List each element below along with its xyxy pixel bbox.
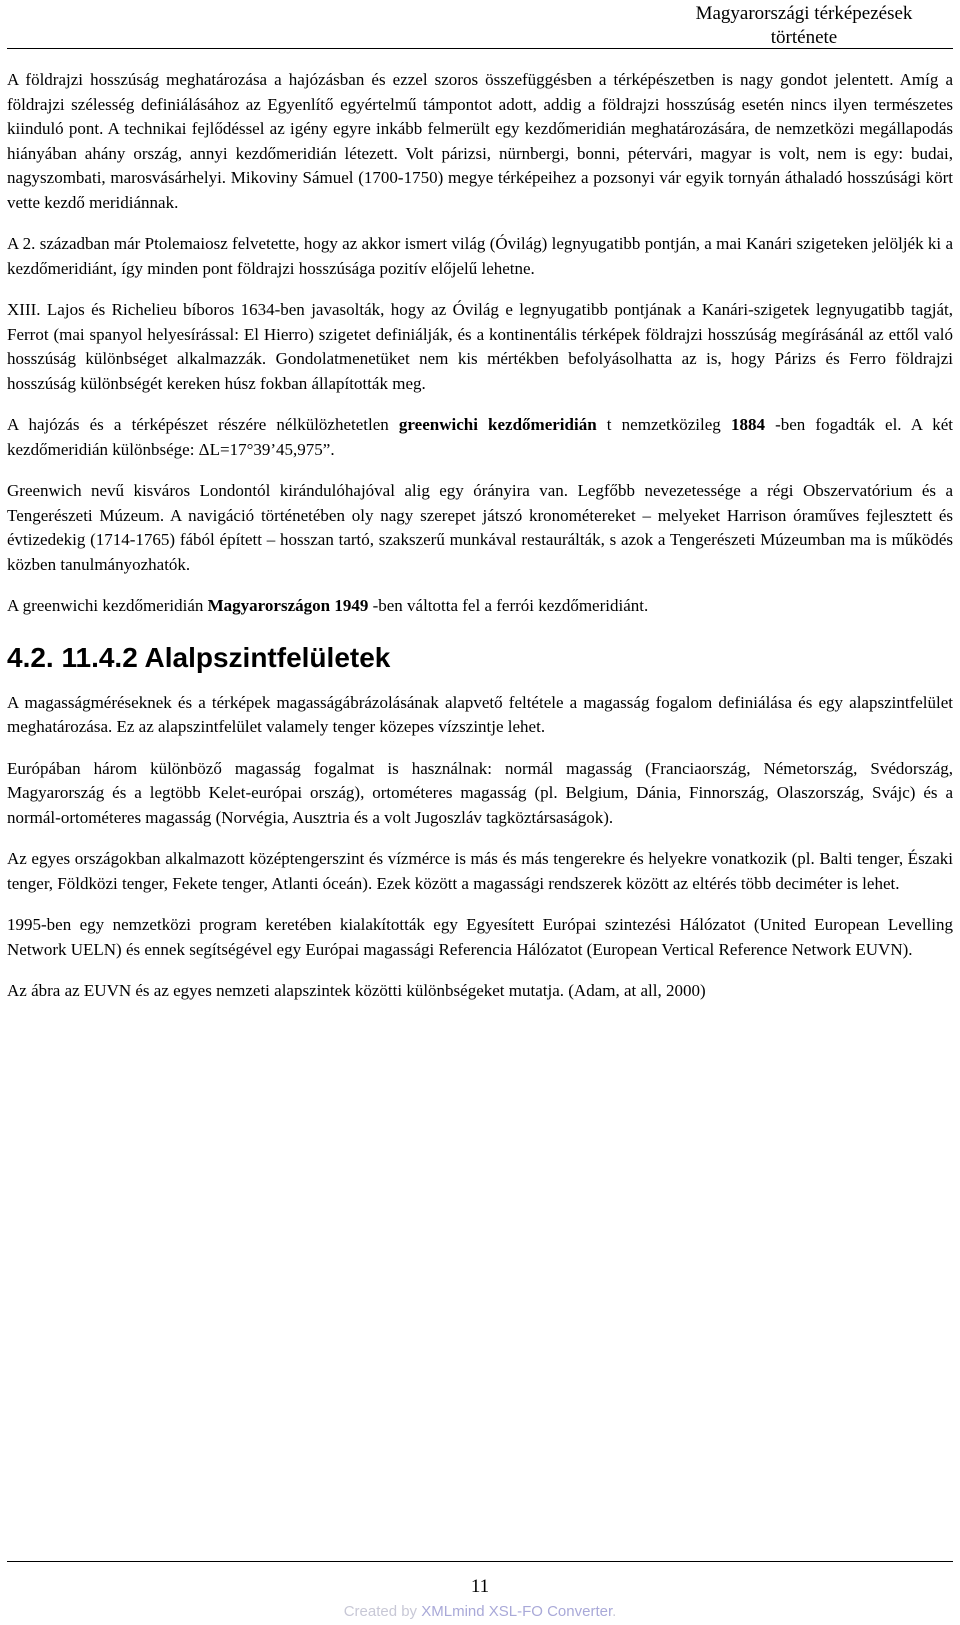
footer-divider (7, 1561, 953, 1562)
hungary-text-1: A greenwichi kezdőmeridián (7, 596, 208, 615)
greenwich-meridian-bold: greenwichi kezdőmeridián (398, 415, 597, 434)
year-1884-bold: 1884 (730, 415, 765, 434)
page-header (0, 0, 960, 50)
created-by-prefix: Created by (343, 1603, 422, 1620)
greenwich-adoption-text-1: A hajózás és a térképészet részére nélkülözhetetlen (7, 415, 399, 434)
paragraph-richelieu: XIII. Lajos és Richelieu bíboros 1634-ben javasolták, hogy az Óvilág e legnyugatibb pontjának a Kanári-szigetek legnyugatibb tagját, Ferrot (mai spanyol helyesírással: El Hierro) szigetet definiálják, és a kontinentális térképek földrajzi hosszúság megírásánál az ettől való hosszúság különbséget alkalmazzák. Gondolatmenetüket nem kis mértékben befolyásolhatta az is, hogy Párizs és Ferro földrajzi hosszúság különbségét kereken húsz fokban állapították meg. (7, 300, 953, 393)
paragraph-ptolemy: A 2. században már Ptolemaiosz felvetette, hogy az akkor ismert világ (Óvilág) legnyugatibb pontján, a mai Kanári szigeteken jelöljék ki a kezdőmeridiánt, így minden pont földrajzi hosszúsága pozitív előjelű lehetne. (7, 234, 953, 278)
greenwich-adoption-text-2: t nemzetközileg (596, 415, 731, 434)
header-divider (7, 48, 953, 49)
paragraph-greenwich-adoption (7, 413, 953, 462)
paragraph-longitude-intro: A földrajzi hosszúság meghatározása a hajózásban és ezzel szoros összefüggésben a térképészetben is nagy gondot jelentett. Amíg a földrajzi szélesség definiálásához az Egyenlítő egyértelmű támpontot adott, addig a földrajzi hosszúság esetén nincs ilyen természetes kiinduló pont. A technikai fejlődéssel az igény egyre inkább felmerült egy kezdőmeridián meghatározására, de nemzetközi megállapodás hiányában ahány ország, annyi kezdőmeridián létezett. Volt párizsi, nürnbergi, bonni, pétervári, magyar is volt, nem is egy: budai, nagyszombati, marosvásárhelyi. Mikoviny Sámuel (1700-1750) megye térképeihez a pozsonyi vár egyik tornyán áthaladó hosszúsági kört vette kezdő meridiánnak. (7, 70, 953, 212)
created-by-watermark (0, 1602, 960, 1622)
paragraph-sea-levels: Az egyes országokban alkalmazott középtengerszint és vízmérce is más és más tengerekre és helyekre vonatkozik (pl. Balti tenger, Északi tenger, Földközi tenger, Fekete tenger, Atlanti óceán). Ezek között a magassági rendszerek között az eltérés több deciméter is lehet. (7, 849, 953, 893)
paragraph-greenwich-town: Greenwich nevű kisváros Londontól kirándulóhajóval alig egy órányira van. Legfőbb nevezetessége a régi Obszervatórium és a Tengerészeti Múzeum. A navigáció történetében oly nagy szerepet játszó kronométereket – melyeket Harrison órаműves fejlesztett és évtizedekig (1714-1765) fából épített – hosszan tartó, szakszerű munkával restaurálták, s azok a Tengerészeti Múzeumban ma is működés közben tanulmányozhatók. (7, 481, 953, 574)
hungary-1949-bold: Magyarországon 1949 (207, 596, 369, 615)
paragraph-hungary-1949 (7, 594, 953, 619)
paragraph-height-systems: Európában három különböző magasság fogalmat is használnak: normál magasság (Franciaország, Németország, Svédország, Magyarország és a legtöbb Kelet-európai ország), ortométeres magasság (pl. Belgium, Dánia, Finnország, Olaszország, Svájc) és a normál-ortométeres magasság (Norvégia, Ausztria és a volt Jugoszláv tagköztársaságok). (7, 758, 953, 827)
paragraph-height-definition: A magasságméréseknek és a térképek magasságábrázolásának alapvető feltétele a magasság fogalom definiálása és egy alapszintfelület meghatározása. Ez az alapszintfelület valamely tenger közepes vízszintje lehet. (7, 692, 953, 736)
paragraph-ueln: 1995-ben egy nemzetközi program keretében kialakították egy Egyesített Európai szintezési Hálózatot (United European Levelling Network UELN) és ennek segítségével egy Európai magassági Referencia Hálózatot (European Vertical Reference Network EUVN). (7, 915, 953, 959)
document-body (7, 68, 953, 1021)
hungary-text-2: -ben váltotta fel a ferrói kezdőmeridiánt. (368, 596, 649, 615)
greenwich-adoption-text-3: -ben fogadták el. A két kezdőmeridián különbsége: ΔL=17°39’45,975”. (7, 415, 954, 459)
page-number: 11 (470, 1576, 490, 1597)
created-by-suffix: . (612, 1603, 617, 1620)
header-title: Magyarországi térképezések története (695, 3, 913, 48)
paragraph-figure-reference: Az ábra az EUVN és az egyes nemzeti alapszintek közötti különbségeket mutatja. (Adam, at all, 2000) (7, 981, 706, 1000)
section-heading: 4.2. 11.4.2 Alalpszintfelületek (7, 641, 391, 673)
created-by-brand: XMLmind XSL-FO Converter (421, 1603, 613, 1620)
